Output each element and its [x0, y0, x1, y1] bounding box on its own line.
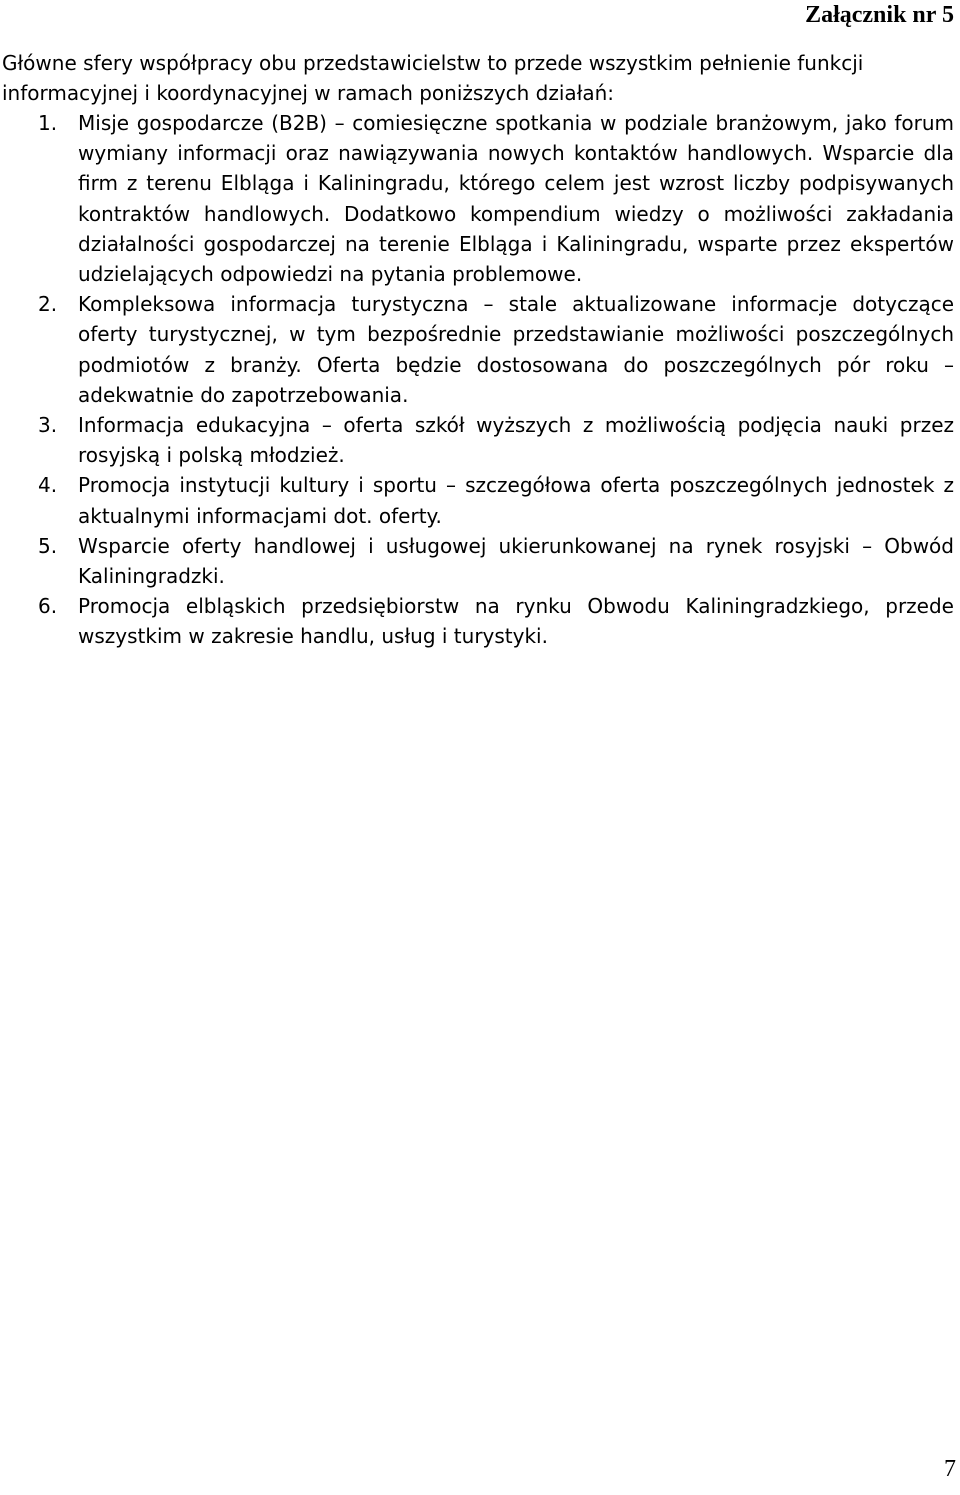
list-item-text: Misje gospodarcze (B2B) – comiesięczne spotkania w podziale branżowym, jako forum wymiany informacji oraz nawiązywania nowych kontaktów handlowych. Wsparcie dla firm z terenu Elbląga i Kaliningradu, którego celem jest wzrost liczby podpisywanych kontraktów handlowych. Dodatkowo kompendium wiedzy o możliwości zakładania działalności gospodarczej na terenie Elbląga i Kaliningradu, wsparte przez ekspertów udzielających odpowiedzi na pytania problemowe.	[78, 111, 954, 287]
list-item	[0, 591, 954, 651]
intro-paragraph: Główne sfery współpracy obu przedstawicielstw to przede wszystkim pełnienie funkcji informacyjnej i koordynacyjnej w ramach poniższych działań:	[2, 51, 864, 106]
list-item	[0, 108, 954, 289]
list-item-number: 2.	[38, 292, 58, 317]
list-item-text: Promocja instytucji kultury i sportu – szczegółowa oferta poszczególnych jednostek z aktualnymi informacjami dot. oferty.	[78, 473, 954, 528]
list-item	[0, 470, 954, 530]
list-item	[0, 410, 954, 470]
list-item-number: 5.	[38, 533, 58, 558]
activities-list	[0, 108, 954, 652]
list-item-text: Wsparcie oferty handlowej i usługowej ukierunkowanej na rynek rosyjski – Obwód Kaliningradzki.	[78, 533, 954, 589]
annex-label: Załącznik nr 5	[805, 2, 954, 28]
list-item-text: Promocja elbląskich przedsiębiorstw na rynku Obwodu Kaliningradzkiego, przede wszystkim w zakresie handlu, usług i turystyki.	[78, 594, 954, 649]
list-item-number: 6.	[38, 594, 58, 619]
list-item-text: Kompleksowa informacja turystyczna – stale aktualizowane informacje dotyczące oferty turystycznej, w tym bezpośrednie przedstawianie możliwości poszczególnych podmiotów z branży. Oferta będzie dostosowana do poszczególnych pór roku – adekwatnie do zapotrzebowania.	[78, 292, 954, 407]
list-item	[0, 289, 954, 410]
list-item-number: 1.	[38, 111, 58, 135]
page-number: 7	[944, 1456, 956, 1482]
list-item-number: 3.	[38, 413, 58, 438]
list-item-number: 4.	[38, 473, 58, 498]
list-item	[0, 531, 954, 591]
list-item-text: Informacja edukacyjna – oferta szkół wyższych z możliwością podjęcia nauki przez rosyjską i polską młodzież.	[78, 413, 954, 468]
